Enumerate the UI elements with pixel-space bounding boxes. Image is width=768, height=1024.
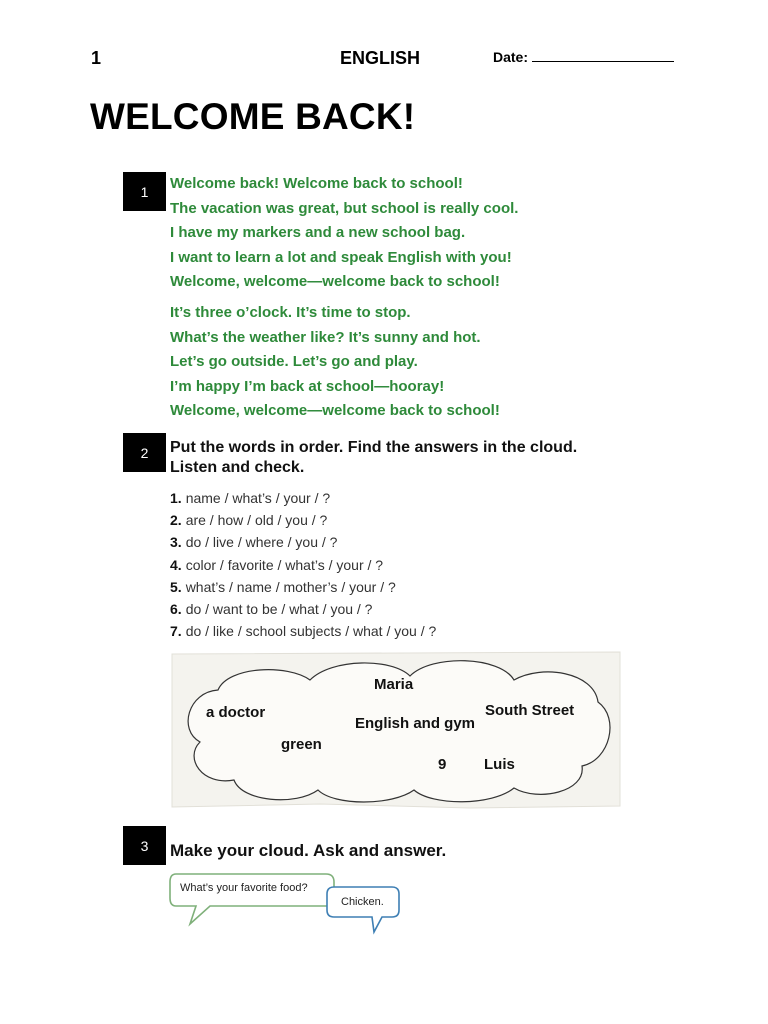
list-item	[170, 509, 436, 531]
list-item	[170, 576, 436, 598]
list-item	[170, 620, 436, 642]
list-item	[170, 487, 436, 509]
answer-cloud	[170, 650, 622, 810]
exercise-3-instructions: Make your cloud. Ask and answer.	[170, 841, 447, 860]
question-number: 1.	[170, 490, 182, 506]
song-line: Let’s go outside. Let’s go and play.	[170, 353, 418, 370]
exercise-number-3: 3	[123, 826, 166, 865]
question-list	[170, 487, 436, 642]
question-number: 4.	[170, 556, 182, 573]
page-title: WELCOME BACK!	[90, 96, 416, 137]
question-text: are / how / old / you / ?	[185, 512, 328, 529]
question-text: do / want to be / what / you / ?	[185, 601, 373, 618]
song-line: It’s three o’clock. It’s time to stop.	[170, 304, 411, 321]
song-line: I’m happy I’m back at school—hooray!	[170, 377, 445, 395]
speech-bubbles	[166, 870, 406, 936]
question-bubble-text: What’s your favorite food?	[180, 882, 308, 894]
song-line: I want to learn a lot and speak English with you!	[170, 248, 512, 266]
answer-bubble-text: Chicken.	[341, 896, 384, 908]
question-text: do / like / school subjects / what / you / ?	[185, 623, 437, 640]
question-text: color / favorite / what’s / your / ?	[185, 556, 384, 573]
list-item	[170, 554, 436, 576]
page-number: 1	[91, 48, 102, 68]
date-field	[493, 49, 674, 65]
subject-heading: ENGLISH	[340, 48, 421, 68]
song-line: Welcome back! Welcome back to school!	[170, 175, 463, 192]
date-blank-line	[532, 49, 674, 62]
song-line: The vacation was great, but school is really cool.	[170, 199, 519, 217]
cloud-word-maria: Maria	[374, 676, 414, 693]
exercise-number-2: 2	[123, 433, 166, 472]
question-number: 2.	[170, 512, 182, 529]
song-line: What’s the weather like? It’s sunny and hot.	[170, 328, 481, 346]
list-item	[170, 598, 436, 620]
question-number: 7.	[170, 623, 182, 640]
question-number: 3.	[170, 534, 182, 551]
song-stanza-1	[170, 172, 518, 295]
question-number: 5.	[170, 578, 182, 595]
cloud-word-nine: 9	[438, 756, 447, 773]
list-item	[170, 531, 436, 553]
date-label: Date:	[493, 49, 529, 65]
exercise-number-1: 1	[123, 172, 166, 211]
cloud-word-green: green	[281, 736, 322, 753]
song-line: I have my markers and a new school bag.	[170, 224, 466, 241]
song-line: Welcome, welcome—welcome back to school!	[170, 273, 500, 290]
cloud-word-luis: Luis	[484, 756, 515, 773]
song-stanza-2	[170, 301, 500, 424]
cloud-word-street: South Street	[485, 702, 575, 719]
question-text: do / live / where / you / ?	[185, 534, 338, 551]
song-line: Welcome, welcome—welcome back to school!	[170, 402, 500, 419]
instruction-line: Put the words in order. Find the answers in the cloud.	[170, 439, 578, 456]
cloud-word-gym: English and gym	[355, 715, 476, 732]
exercise-2-instructions	[170, 438, 577, 478]
cloud-word-doctor: a doctor	[206, 704, 266, 721]
question-text: what’s / name / mother’s / your / ?	[185, 578, 396, 595]
instruction-line: Listen and check.	[170, 459, 305, 476]
question-number: 6.	[170, 601, 182, 618]
question-text: name / what’s / your / ?	[185, 490, 331, 506]
